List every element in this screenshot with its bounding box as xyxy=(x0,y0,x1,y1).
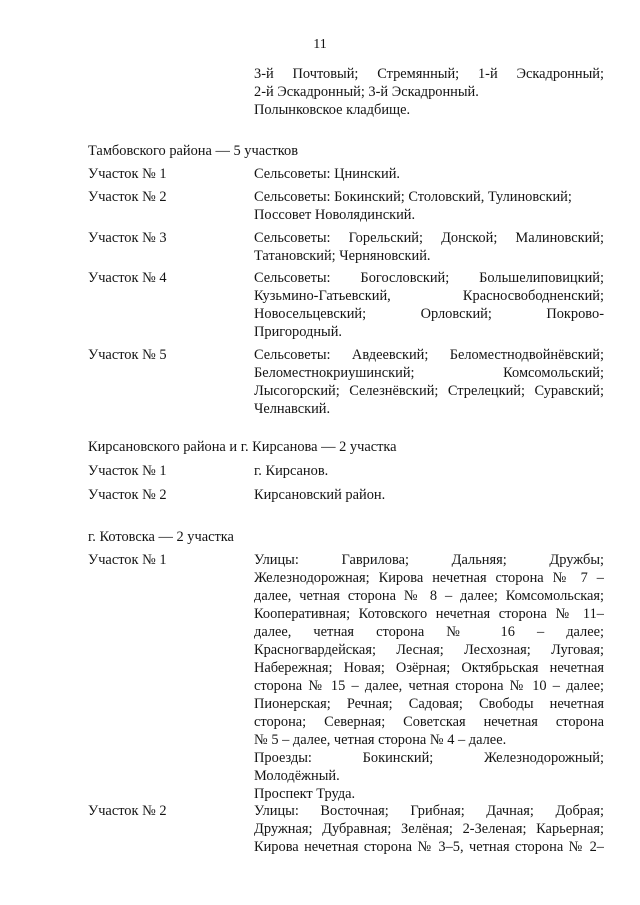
text-line: Дружная; Дубравная; Зелёная; 2-Зеленая; Карьерная; xyxy=(254,821,604,837)
page-number: 11 xyxy=(313,37,327,52)
text-line: Лысогорский; Селезнёвский; Стрелецкий; Суравский; xyxy=(254,383,604,399)
district-label: Участок № 2 xyxy=(88,487,167,503)
text-line: Проезды: Бокинский; Железнодорожный; xyxy=(254,750,604,766)
text-line: Красногвардейская; Лесная; Лесхозная; Луговая; xyxy=(254,642,604,658)
text-line: Полынковское кладбище. xyxy=(254,102,411,118)
district-label: Участок № 5 xyxy=(88,347,167,363)
text-line: Сельсоветы: Цнинский. xyxy=(254,166,401,182)
text-line: Железнодорожная; Кирова нечетная сторона № 7 – xyxy=(254,570,604,586)
district-label: Участок № 4 xyxy=(88,270,167,286)
text-line: далее, четная сторона № 8 – далее; Комсомольская; xyxy=(254,588,604,604)
text-line: г. Кирсанов. xyxy=(254,463,329,479)
text-line: Пионерская; Речная; Садовая; Свободы нечетная xyxy=(254,696,604,712)
section-heading-kotovsk: г. Котовска — 2 участка xyxy=(88,529,234,545)
text-line: Набережная; Новая; Озёрная; Октябрьская нечетная xyxy=(254,660,604,676)
text-line: Беломестнокриушинский; Комсомольский; xyxy=(254,365,604,381)
text-line: Молодёжный. xyxy=(254,768,340,784)
district-content xyxy=(254,188,604,224)
district-label: Участок № 2 xyxy=(88,189,167,205)
continuation-content xyxy=(254,65,604,119)
district-content xyxy=(254,165,604,183)
district-content xyxy=(254,486,604,504)
text-line: Пригородный. xyxy=(254,324,342,340)
text-line: Татановский; Черняновский. xyxy=(254,248,431,264)
text-line: далее, четная сторона № 16 – далее; xyxy=(254,624,604,640)
district-content xyxy=(254,229,604,265)
text-line: Улицы: Гаврилова; Дальняя; Дружбы; xyxy=(254,552,604,568)
text-line: 2-й Эскадронный; 3-й Эскадронный. xyxy=(254,84,479,100)
text-line: Кузьмино-Гатьевский, Красносвободненский; xyxy=(254,288,604,304)
district-content xyxy=(254,269,604,341)
section-heading-tambov: Тамбовского района — 5 участков xyxy=(88,143,299,159)
text-line: Кооперативная; Котовского нечетная сторона № 11– xyxy=(254,606,604,622)
text-line: 3-й Почтовый; Стремянный; 1-й Эскадронный; xyxy=(254,66,604,82)
district-label: Участок № 3 xyxy=(88,230,167,246)
text-line: сторона № 15 – далее, четная сторона № 10 – далее; xyxy=(254,678,604,694)
district-content xyxy=(254,462,604,480)
district-content xyxy=(254,551,604,803)
text-line: сторона; Северная; Советская нечетная сторона xyxy=(254,714,604,730)
text-line: Сельсоветы: Горельский; Донской; Малиновский; xyxy=(254,230,604,246)
text-line: Проспект Труда. xyxy=(254,786,356,802)
district-label: Участок № 1 xyxy=(88,463,167,479)
text-line: Поссовет Новолядинский. xyxy=(254,207,416,223)
district-label: Участок № 1 xyxy=(88,552,167,568)
district-content xyxy=(254,802,604,856)
text-line: Улицы: Восточная; Грибная; Дачная; Добрая; xyxy=(254,803,604,819)
text-line: Сельсоветы: Бокинский; Столовский, Тулиновский; xyxy=(254,189,572,205)
text-line: № 5 – далее, четная сторона № 4 – далее. xyxy=(254,732,507,748)
text-line: Сельсоветы: Богословский; Большелиповицкий; xyxy=(254,270,604,286)
section-heading-kirsanov: Кирсановского района и г. Кирсанова — 2 участка xyxy=(88,439,397,455)
text-line: Челнавский. xyxy=(254,401,331,417)
district-content xyxy=(254,346,604,418)
district-label: Участок № 2 xyxy=(88,803,167,819)
district-label: Участок № 1 xyxy=(88,166,167,182)
text-line: Сельсоветы: Авдеевский; Беломестнодвойнёвский; xyxy=(254,347,604,363)
text-line: Новосельцевский; Орловский; Покрово- xyxy=(254,306,604,322)
text-line: Кирсановский район. xyxy=(254,487,386,503)
text-line: Кирова нечетная сторона № 3–5, четная сторона № 2– xyxy=(254,839,604,855)
